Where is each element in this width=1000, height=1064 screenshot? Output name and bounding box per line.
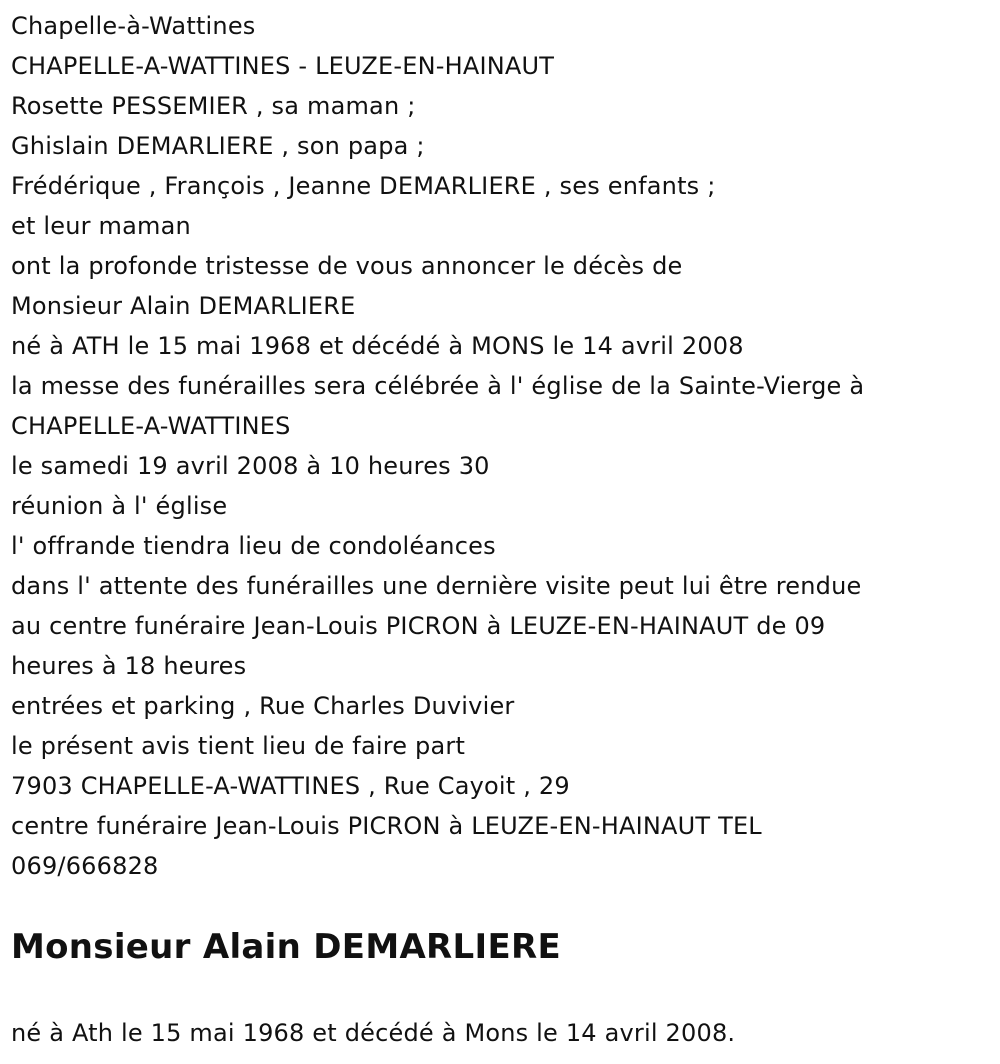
notice-line-parking: entrées et parking , Rue Charles Duvivier [11, 692, 515, 720]
notice-line-father: Ghislain DEMARLIERE , son papa ; [11, 132, 425, 160]
notice-line-visit: dans l' attente des funérailles une dernière visite peut lui être rendue [11, 572, 862, 600]
notice-line-meeting: réunion à l' église [11, 492, 228, 520]
notice-line-faire-part: le présent avis tient lieu de faire part [11, 732, 466, 760]
notice-line-children-mother: et leur maman [11, 212, 191, 240]
notice-line-visit-hours: heures à 18 heures [11, 652, 247, 680]
notice-line-deceased-name: Monsieur Alain DEMARLIERE [11, 292, 356, 320]
notice-line-phone: 069/666828 [11, 852, 159, 880]
notice-line-address: 7903 CHAPELLE-A-WATTINES , Rue Cayoit , 29 [11, 772, 570, 800]
notice-line-locations: CHAPELLE-A-WATTINES - LEUZE-EN-HAINAUT [11, 52, 555, 80]
notice-line-funeral-home-contact: centre funéraire Jean-Louis PICRON à LEUZE-EN-HAINAUT TEL [11, 812, 762, 840]
notice-line-mass-date: le samedi 19 avril 2008 à 10 heures 30 [11, 452, 490, 480]
notice-line-mass-location: CHAPELLE-A-WATTINES [11, 412, 291, 440]
notice-line-place: Chapelle-à-Wattines [11, 12, 256, 40]
notice-line-announcement: ont la profonde tristesse de vous annoncer le décès de [11, 252, 683, 280]
notice-line-funeral-mass: la messe des funérailles sera célébrée à l' église de la Sainte-Vierge à [11, 372, 865, 400]
notice-line-funeral-home: au centre funéraire Jean-Louis PICRON à LEUZE-EN-HAINAUT de 09 [11, 612, 826, 640]
birth-death-summary: né à Ath le 15 mai 1968 et décédé à Mons le 14 avril 2008. [11, 1019, 736, 1047]
death-notice [11, 6, 991, 886]
deceased-name-heading: Monsieur Alain DEMARLIERE [11, 927, 561, 967]
notice-line-birth-death: né à ATH le 15 mai 1968 et décédé à MONS le 14 avril 2008 [11, 332, 744, 360]
notice-line-mother: Rosette PESSEMIER , sa maman ; [11, 92, 416, 120]
notice-line-offering: l' offrande tiendra lieu de condoléances [11, 532, 496, 560]
notice-line-children: Frédérique , François , Jeanne DEMARLIERE , ses enfants ; [11, 172, 716, 200]
